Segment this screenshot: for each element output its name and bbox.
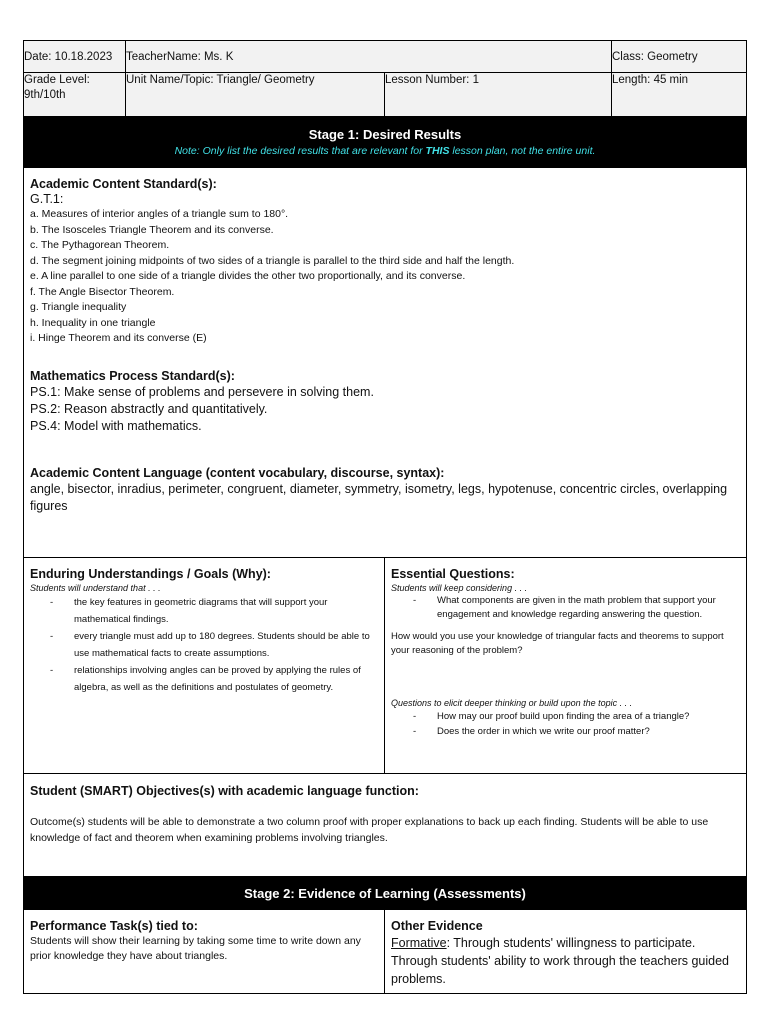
enduring-item-text: the key features in geometric diagrams that will support your mathematical findings. [74,597,328,625]
deeper-item [391,709,740,724]
essential-title: Essential Questions: [391,567,515,581]
process-standards-list [30,384,740,435]
stage1-title: Stage 1: Desired Results [308,127,462,142]
formative-label: Formative [391,936,447,950]
enduring-item [30,662,378,696]
process-standard-item: PS.1: Make sense of problems and persevere in solving them. [30,384,374,399]
grade-level: Grade Level: 9th/10th [24,74,90,101]
lesson-plan [23,40,746,994]
content-standard-item: i. Hinge Theorem and its converse (E) [30,332,207,344]
essential-item-text: What components are given in the math problem that support your engagement and knowledge regarding answering the question. [437,595,716,620]
other-evidence-section [385,910,747,994]
essential-paragraph: How would you use your knowledge of triangular facts and theorems to support your reasoning of the problem? [391,631,724,656]
enduring-section [24,558,385,774]
process-standards-title: Mathematics Process Standard(s): [30,368,235,383]
content-standards-code: G.T.1: [30,192,64,206]
language-title: Academic Content Language (content vocabulary, discourse, syntax): [30,465,445,480]
stage2-banner [24,877,747,910]
length-cell [612,73,747,117]
date-cell [24,41,126,73]
enduring-list [30,594,378,696]
dash-bullet: - [413,711,417,722]
process-standard-item: PS.4: Model with mathematics. [30,418,202,433]
dash-bullet: - [413,726,417,737]
unit-cell [126,73,385,117]
grade-cell [24,73,126,117]
teacher-cell [126,41,612,73]
lesson-length: Length: 45 min [612,74,689,86]
stage1-banner [24,117,747,168]
content-standard-item: d. The segment joining midpoints of two sides of a triangle is parallel to the third side and half the length. [30,254,515,267]
class-name: Class: Geometry [612,51,698,63]
content-standard-item: g. Triangle inequality [30,301,127,313]
content-standard-item: f. The Angle Bisector Theorem. [30,285,175,298]
lesson-cell [385,73,612,117]
lesson-plan-table [23,40,747,994]
dash-bullet: - [50,631,54,642]
teacher-name: TeacherName: Ms. K [126,51,234,63]
deeper-item-text: How may our proof build upon finding the area of a triangle? [437,711,690,722]
content-standard-item: c. The Pythagorean Theorem. [30,239,170,251]
content-standard-item: b. The Isosceles Triangle Theorem and its converse. [30,223,274,236]
essential-section [385,558,747,774]
formative-text: Formative: Through students' willingness to participate. Through students' ability to work through the teachers guided problems. [391,936,730,986]
essential-intro: Students will keep considering . . . [391,583,528,593]
deeper-item [391,724,740,739]
content-standard-item: h. Inequality in one triangle [30,316,156,329]
dash-bullet: - [413,595,417,606]
deeper-item-text: Does the order in which we write our proof matter? [437,726,650,737]
stage2-title: Stage 2: Evidence of Learning (Assessments) [244,885,526,901]
unit-topic: Unit Name/Topic: Triangle/ Geometry [126,74,315,86]
objectives-title: Student (SMART) Objectives(s) with academic language function: [30,784,419,798]
content-standard-item: a. Measures of interior angles of a triangle sum to 180°. [30,208,289,220]
other-evidence-title: Other Evidence [391,919,483,933]
enduring-item-text: relationships involving angles can be proved by applying the rules of algebra, as well as the definitions and postulates of geometry. [74,665,361,693]
performance-text: Students will show their learning by taking some time to write down any prior knowledge they have about triangles. [30,935,361,962]
content-standards-list [30,207,740,347]
performance-section [24,910,385,994]
deeper-list [391,709,740,739]
enduring-intro: Students will understand that . . . [30,583,161,593]
enduring-item-text: every triangle must add up to 180 degrees. Students should be able to use mathematical facts to create assumptions. [74,631,370,659]
standards-section [24,168,747,558]
lesson-number: Lesson Number: 1 [385,74,479,86]
performance-title: Performance Task(s) tied to: [30,919,198,933]
enduring-title: Enduring Understandings / Goals (Why): [30,567,271,581]
stage1-note: Note: Only list the desired results that are relevant for THIS lesson plan, not the entire unit. [174,145,596,157]
class-cell [612,41,747,73]
enduring-item [30,628,378,662]
content-standard-item: e. A line parallel to one side of a triangle divides the other two proportionally, and its converse. [30,270,466,282]
deeper-intro: Questions to elicit deeper thinking or build upon the topic . . . [391,698,633,708]
date: Date: 10.18.2023 [24,51,113,63]
objectives-section [24,774,747,877]
content-standards-title: Academic Content Standard(s): [30,177,217,191]
enduring-item [30,594,378,628]
language-text: angle, bisector, inradius, perimeter, congruent, diameter, symmetry, isometry, legs, hypotenuse, concentric circles, overlapping figures [30,481,728,513]
objectives-text: Outcome(s) students will be able to demonstrate a two column proof with proper explanations to back up each finding. Students will be able to use knowledge of fact and theorem when examining problems involving triangles. [30,816,709,844]
dash-bullet: - [50,597,54,608]
essential-list [391,594,740,622]
essential-item [391,594,740,622]
dash-bullet: - [50,665,54,676]
process-standard-item: PS.2: Reason abstractly and quantitatively. [30,401,268,416]
